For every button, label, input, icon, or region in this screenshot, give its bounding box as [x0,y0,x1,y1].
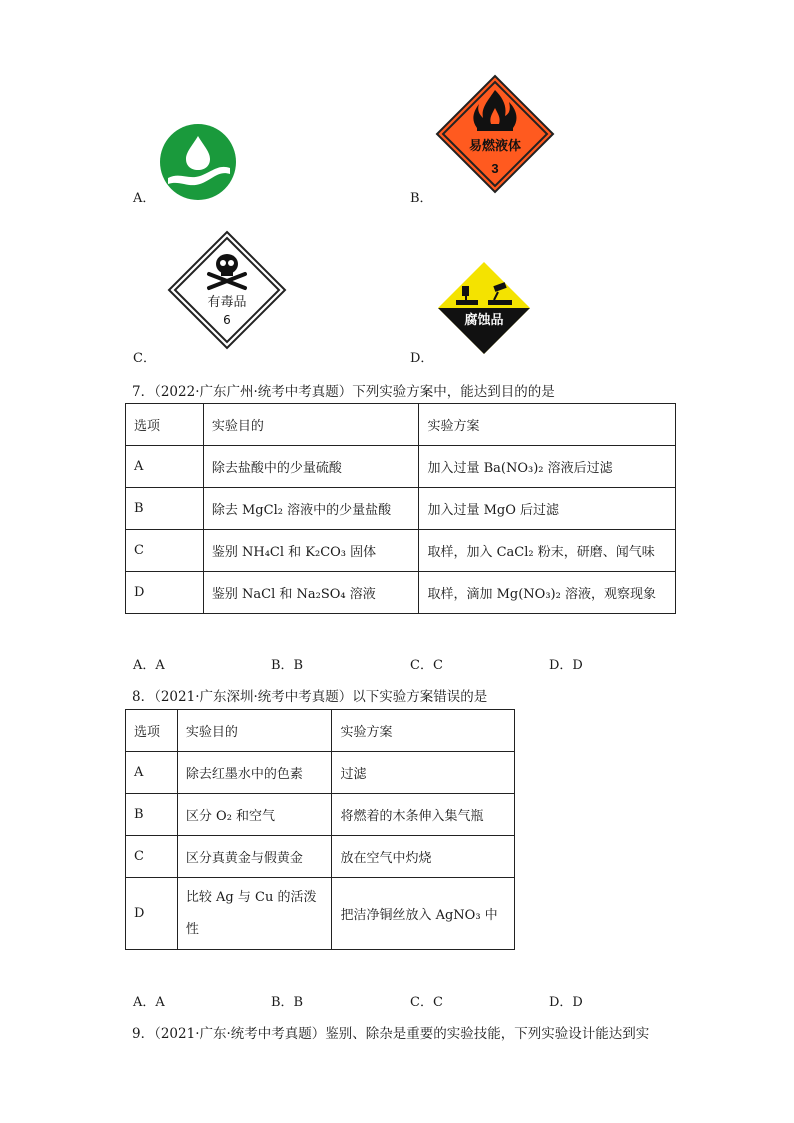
question-7-table [125,403,676,614]
question-7-number: 7． [132,384,155,400]
table-row [126,794,515,836]
option-cell: B [126,794,178,836]
table-row [126,836,515,878]
q8-answer-b: B．B [271,995,304,1010]
question-7-stem [132,380,555,400]
header-cell: 选项 [126,404,204,446]
goal-cell: 鉴别 NH₄Cl 和 K₂CO₃ 固体 [203,530,419,572]
q7-answer-b: B．B [271,658,304,673]
question-8-text: 以下实验方案错误的是 [352,689,488,705]
question-9-stem [132,1022,649,1042]
toxic-sign-text: 有毒品 [207,295,247,310]
plan-cell: 把洁净铜丝放入 AgNO₃ 中 [332,878,515,950]
question-7-source: （2022·广东广州·统考中考真题） [154,384,353,400]
table-row [126,752,515,794]
corrosive-icon [436,260,532,356]
q8-answer-a: A．A [133,995,165,1010]
toxic-sign-number: 6 [223,313,231,327]
goal-cell: 鉴别 NaCl 和 Na₂SO₄ 溶液 [203,572,419,614]
option-cell: A [126,752,178,794]
option-cell: D [126,878,178,950]
goal-cell [177,878,332,950]
water-saving-icon [158,122,238,202]
goal-cell-line: 比较 Ag 与 Cu 的活泼 [185,889,317,905]
option-cell: B [126,488,204,530]
q7-answer-d: D．D [549,658,583,673]
table-header-row [126,404,676,446]
goal-cell: 区分真黄金与假黄金 [177,836,332,878]
corrosive-sign-text: 腐蚀品 [464,313,504,328]
header-cell: 实验目的 [203,404,419,446]
header-cell: 实验方案 [332,710,515,752]
goal-cell-line: 性 [185,921,199,937]
header-cell: 实验目的 [177,710,332,752]
option-b-flammable-liquid-sign [435,74,555,194]
plan-cell: 加入过量 MgO 后过滤 [419,488,676,530]
question-9-text: 鉴别、除杂是重要的实验技能，下列实验设计能达到实 [325,1026,650,1042]
question-8-stem [132,685,487,705]
q8-answer-d: D．D [549,995,583,1010]
q8-answer-c: C．C [410,995,443,1010]
goal-cell: 区分 O₂ 和空气 [177,794,332,836]
question-8-source: （2021·广东深圳·统考中考真题） [154,689,353,705]
plan-cell: 取样，滴加 Mg(NO₃)₂ 溶液，观察现象 [419,572,676,614]
option-b-label: B． [410,191,433,206]
option-d-corrosive-sign [436,260,532,356]
q7-answer-a: A．A [133,658,165,673]
flammable-liquid-icon [435,74,555,194]
table-row [126,488,676,530]
question-8-number: 8． [132,689,155,705]
plan-cell: 过滤 [332,752,515,794]
toxic-icon [167,230,287,350]
option-cell: D [126,572,204,614]
question-8-table [125,709,515,950]
q7-answer-c: C．C [410,658,443,673]
table-row [126,878,515,950]
table-row [126,530,676,572]
plan-cell: 加入过量 Ba(NO₃)₂ 溶液后过滤 [419,446,676,488]
question-9-number: 9． [132,1026,155,1042]
table-row [126,446,676,488]
header-cell: 选项 [126,710,178,752]
option-cell: C [126,530,204,572]
goal-cell: 除去盐酸中的少量硫酸 [203,446,419,488]
option-c-label: C． [133,351,156,366]
option-a-label: A． [133,191,156,206]
option-d-label: D． [410,351,434,366]
question-7-text: 下列实验方案中，能达到目的的是 [352,384,555,400]
plan-cell: 将燃着的木条伸入集气瓶 [332,794,515,836]
option-cell: C [126,836,178,878]
table-header-row [126,710,515,752]
question-9-source: （2021·广东·统考中考真题） [154,1026,326,1042]
plan-cell: 放在空气中灼烧 [332,836,515,878]
flammable-sign-text: 易燃液体 [468,138,522,153]
goal-cell: 除去红墨水中的色素 [177,752,332,794]
flammable-sign-number: 3 [491,161,499,176]
table-row [126,572,676,614]
option-c-toxic-sign [167,230,287,350]
header-cell: 实验方案 [419,404,676,446]
option-a-water-saving-symbol [158,122,238,202]
option-cell: A [126,446,204,488]
plan-cell: 取样，加入 CaCl₂ 粉末，研磨、闻气味 [419,530,676,572]
goal-cell: 除去 MgCl₂ 溶液中的少量盐酸 [203,488,419,530]
